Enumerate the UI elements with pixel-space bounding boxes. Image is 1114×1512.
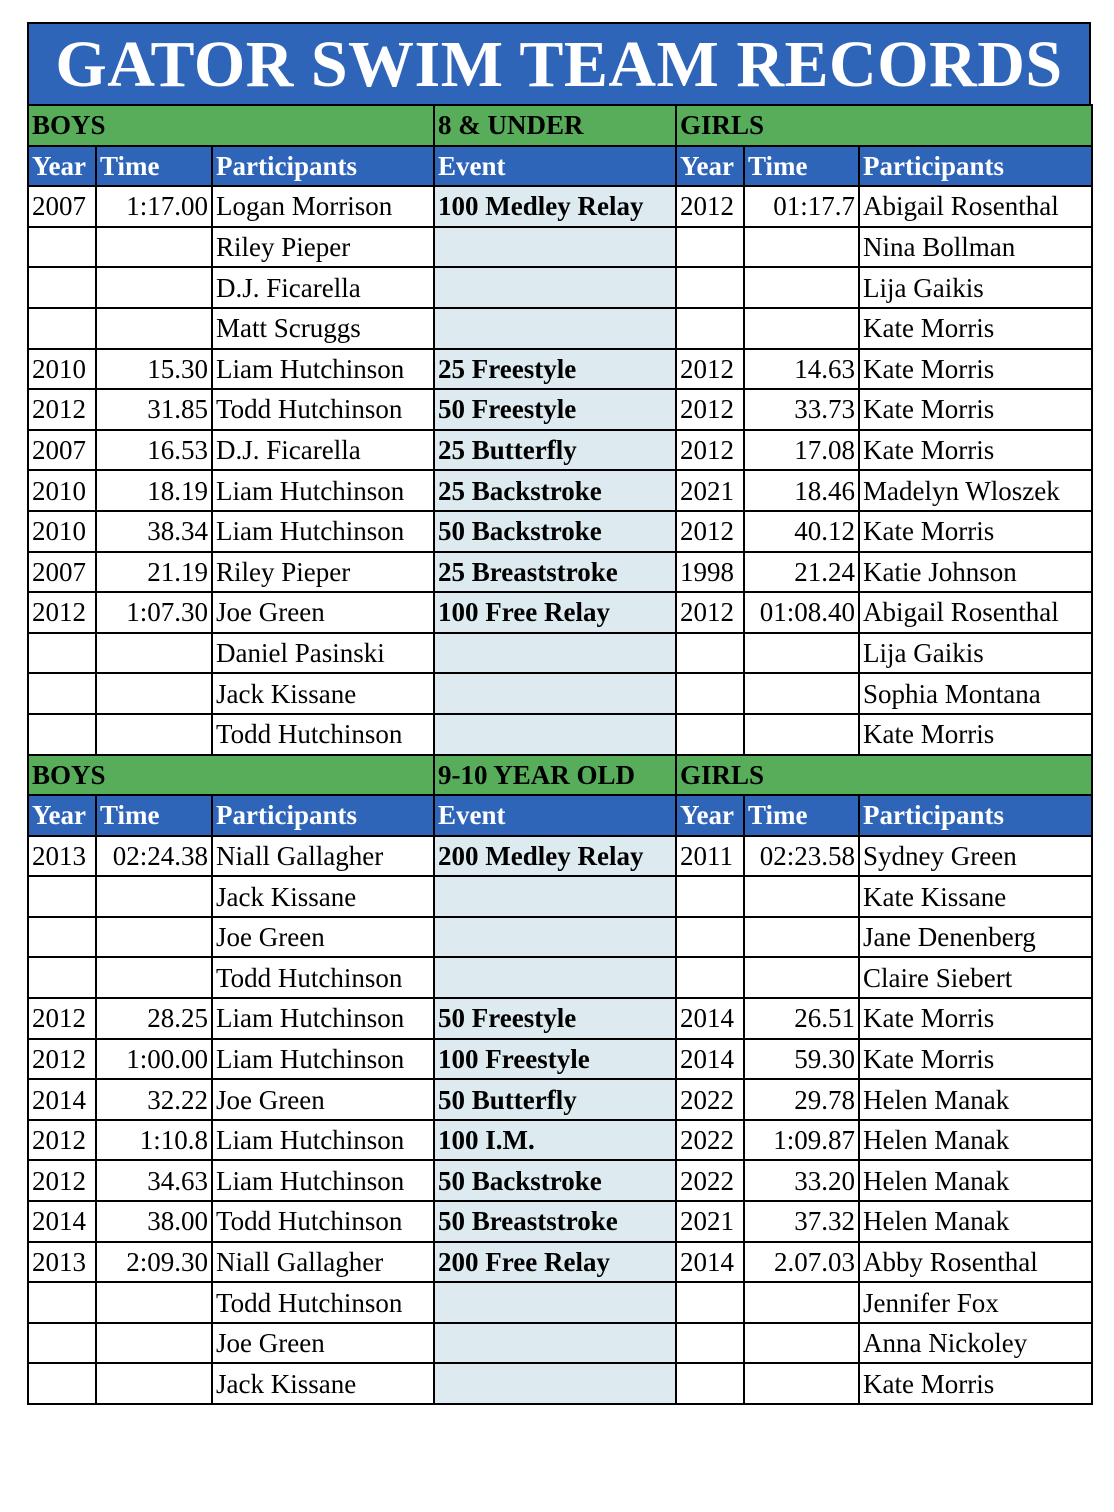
- age-group-label: 9-10 YEAR OLD: [434, 755, 676, 796]
- girls-time-cell: [744, 633, 859, 674]
- boys-year-cell: 2013: [28, 1242, 96, 1283]
- girls-label: GIRLS: [676, 755, 1092, 796]
- section-header-row: [28, 105, 1092, 146]
- girls-participant-cell: Katie Johnson: [859, 552, 1092, 593]
- boys-label: BOYS: [28, 755, 434, 796]
- girls-participant-cell: Helen Manak: [859, 1160, 1092, 1201]
- table-row: [28, 1120, 1092, 1161]
- event-cell: 25 Butterfly: [434, 430, 676, 471]
- girls-participant-cell: Kate Morris: [859, 389, 1092, 430]
- girls-participant-cell: Kate Morris: [859, 1363, 1092, 1404]
- boys-participants-header: Participants: [212, 146, 434, 187]
- table-row: [28, 1363, 1092, 1404]
- girls-time-cell: 1:09.87: [744, 1120, 859, 1161]
- boys-time-cell: [96, 1323, 212, 1364]
- boys-participant-cell: Daniel Pasinski: [212, 633, 434, 674]
- girls-time-cell: 18.46: [744, 470, 859, 511]
- boys-year-cell: 2010: [28, 470, 96, 511]
- girls-participant-cell: Helen Manak: [859, 1079, 1092, 1120]
- table-row: [28, 1039, 1092, 1080]
- boys-participant-cell: Matt Scruggs: [212, 308, 434, 349]
- girls-year-cell: 2012: [676, 389, 744, 430]
- girls-participant-cell: Sophia Montana: [859, 673, 1092, 714]
- girls-time-cell: 29.78: [744, 1079, 859, 1120]
- girls-year-cell: 2012: [676, 349, 744, 390]
- girls-year-cell: [676, 714, 744, 755]
- event-header: Event: [434, 146, 676, 187]
- boys-time-cell: [96, 308, 212, 349]
- event-cell: 50 Freestyle: [434, 389, 676, 430]
- event-cell: [434, 308, 676, 349]
- boys-year-cell: [28, 957, 96, 998]
- girls-year-cell: [676, 957, 744, 998]
- event-cell: 25 Breaststroke: [434, 552, 676, 593]
- girls-year-cell: [676, 917, 744, 958]
- boys-time-cell: 28.25: [96, 998, 212, 1039]
- girls-time-cell: 37.32: [744, 1201, 859, 1242]
- boys-year-cell: [28, 714, 96, 755]
- girls-year-cell: 2011: [676, 836, 744, 877]
- column-header-row: [28, 795, 1092, 836]
- girls-time-cell: 33.73: [744, 389, 859, 430]
- table-row: [28, 227, 1092, 268]
- boys-time-cell: 16.53: [96, 430, 212, 471]
- boys-year-cell: [28, 1363, 96, 1404]
- boys-time-cell: 1:10.8: [96, 1120, 212, 1161]
- boys-year-cell: 2012: [28, 998, 96, 1039]
- girls-time-cell: 01:17.7: [744, 186, 859, 227]
- girls-participant-cell: Kate Morris: [859, 430, 1092, 471]
- girls-year-cell: 2014: [676, 998, 744, 1039]
- boys-participant-cell: Liam Hutchinson: [212, 1039, 434, 1080]
- boys-year-cell: [28, 227, 96, 268]
- event-cell: [434, 957, 676, 998]
- boys-time-cell: 15.30: [96, 349, 212, 390]
- girls-time-cell: 33.20: [744, 1160, 859, 1201]
- boys-time-cell: [96, 714, 212, 755]
- girls-participant-cell: Lija Gaikis: [859, 633, 1092, 674]
- boys-time-cell: 1:00.00: [96, 1039, 212, 1080]
- boys-time-cell: 31.85: [96, 389, 212, 430]
- girls-year-cell: [676, 227, 744, 268]
- girls-year-cell: [676, 308, 744, 349]
- page-title: GATOR SWIM TEAM RECORDS: [27, 22, 1091, 104]
- age-group-label: 8 & UNDER: [434, 105, 676, 146]
- boys-time-cell: [96, 267, 212, 308]
- event-cell: [434, 227, 676, 268]
- table-row: [28, 836, 1092, 877]
- boys-time-cell: [96, 917, 212, 958]
- girls-participant-cell: Jane Denenberg: [859, 917, 1092, 958]
- boys-participant-cell: Niall Gallagher: [212, 1242, 434, 1283]
- event-cell: 50 Backstroke: [434, 1160, 676, 1201]
- event-cell: [434, 267, 676, 308]
- boys-time-cell: 1:07.30: [96, 592, 212, 633]
- girls-time-cell: 21.24: [744, 552, 859, 593]
- girls-participant-cell: Jennifer Fox: [859, 1282, 1092, 1323]
- boys-label: BOYS: [28, 105, 434, 146]
- table-row: [28, 186, 1092, 227]
- boys-time-cell: [96, 1282, 212, 1323]
- boys-participant-cell: Todd Hutchinson: [212, 389, 434, 430]
- boys-participants-header: Participants: [212, 795, 434, 836]
- girls-participant-cell: Kate Kissane: [859, 876, 1092, 917]
- girls-participant-cell: Abby Rosenthal: [859, 1242, 1092, 1283]
- boys-participant-cell: Todd Hutchinson: [212, 1201, 434, 1242]
- boys-time-cell: [96, 1363, 212, 1404]
- boys-participant-cell: Todd Hutchinson: [212, 957, 434, 998]
- girls-year-cell: 2022: [676, 1120, 744, 1161]
- boys-participant-cell: Liam Hutchinson: [212, 1120, 434, 1161]
- boys-time-cell: 38.34: [96, 511, 212, 552]
- boys-year-cell: [28, 876, 96, 917]
- boys-participant-cell: Logan Morrison: [212, 186, 434, 227]
- girls-time-cell: 14.63: [744, 349, 859, 390]
- boys-year-cell: 2013: [28, 836, 96, 877]
- boys-participant-cell: D.J. Ficarella: [212, 267, 434, 308]
- table-row: [28, 1282, 1092, 1323]
- boys-year-header: Year: [28, 795, 96, 836]
- girls-year-cell: [676, 633, 744, 674]
- table-row: [28, 1079, 1092, 1120]
- boys-participant-cell: Todd Hutchinson: [212, 1282, 434, 1323]
- girls-time-cell: [744, 876, 859, 917]
- girls-label: GIRLS: [676, 105, 1092, 146]
- boys-participant-cell: Joe Green: [212, 917, 434, 958]
- girls-year-cell: 2012: [676, 592, 744, 633]
- event-cell: 50 Backstroke: [434, 511, 676, 552]
- boys-time-cell: 2:09.30: [96, 1242, 212, 1283]
- girls-year-cell: 1998: [676, 552, 744, 593]
- girls-participant-cell: Helen Manak: [859, 1120, 1092, 1161]
- girls-time-cell: [744, 714, 859, 755]
- table-row: [28, 957, 1092, 998]
- event-header: Event: [434, 795, 676, 836]
- girls-time-cell: 02:23.58: [744, 836, 859, 877]
- girls-time-cell: [744, 1282, 859, 1323]
- event-cell: [434, 1282, 676, 1323]
- event-cell: [434, 876, 676, 917]
- boys-time-cell: 1:17.00: [96, 186, 212, 227]
- boys-year-cell: 2012: [28, 1160, 96, 1201]
- girls-year-header: Year: [676, 795, 744, 836]
- table-row: [28, 349, 1092, 390]
- event-cell: [434, 1323, 676, 1364]
- table-row: [28, 1242, 1092, 1283]
- boys-year-cell: 2014: [28, 1201, 96, 1242]
- boys-year-cell: 2010: [28, 511, 96, 552]
- table-row: [28, 308, 1092, 349]
- event-cell: 100 Free Relay: [434, 592, 676, 633]
- table-row: [28, 1160, 1092, 1201]
- table-row: [28, 267, 1092, 308]
- event-cell: 25 Freestyle: [434, 349, 676, 390]
- girls-participant-cell: Kate Morris: [859, 349, 1092, 390]
- boys-participant-cell: Liam Hutchinson: [212, 349, 434, 390]
- girls-time-cell: [744, 917, 859, 958]
- table-row: [28, 430, 1092, 471]
- girls-participant-cell: Kate Morris: [859, 511, 1092, 552]
- boys-year-cell: [28, 1282, 96, 1323]
- table-row: [28, 470, 1092, 511]
- event-cell: [434, 633, 676, 674]
- table-row: [28, 917, 1092, 958]
- boys-year-cell: [28, 1323, 96, 1364]
- event-cell: 25 Backstroke: [434, 470, 676, 511]
- girls-time-cell: [744, 308, 859, 349]
- boys-participant-cell: Liam Hutchinson: [212, 998, 434, 1039]
- girls-participants-header: Participants: [859, 146, 1092, 187]
- boys-year-header: Year: [28, 146, 96, 187]
- records-body: [28, 105, 1092, 1404]
- boys-participant-cell: D.J. Ficarella: [212, 430, 434, 471]
- girls-year-cell: [676, 673, 744, 714]
- records-sheet: [27, 22, 1091, 1405]
- boys-participant-cell: Joe Green: [212, 592, 434, 633]
- boys-time-cell: 32.22: [96, 1079, 212, 1120]
- boys-participant-cell: Jack Kissane: [212, 673, 434, 714]
- boys-time-cell: [96, 957, 212, 998]
- girls-year-cell: [676, 1282, 744, 1323]
- section-header-row: [28, 755, 1092, 796]
- boys-time-cell: 18.19: [96, 470, 212, 511]
- event-cell: 100 Freestyle: [434, 1039, 676, 1080]
- boys-participant-cell: Liam Hutchinson: [212, 470, 434, 511]
- girls-time-cell: 40.12: [744, 511, 859, 552]
- event-cell: 50 Butterfly: [434, 1079, 676, 1120]
- event-cell: [434, 1363, 676, 1404]
- event-cell: [434, 917, 676, 958]
- girls-participant-cell: Madelyn Wloszek: [859, 470, 1092, 511]
- girls-participant-cell: Lija Gaikis: [859, 267, 1092, 308]
- boys-time-cell: 38.00: [96, 1201, 212, 1242]
- boys-participant-cell: Niall Gallagher: [212, 836, 434, 877]
- girls-year-cell: 2022: [676, 1160, 744, 1201]
- boys-year-cell: [28, 917, 96, 958]
- boys-year-cell: 2007: [28, 552, 96, 593]
- records-table: [27, 104, 1093, 1405]
- girls-year-cell: 2012: [676, 430, 744, 471]
- girls-year-cell: 2021: [676, 470, 744, 511]
- girls-year-cell: [676, 876, 744, 917]
- table-row: [28, 714, 1092, 755]
- boys-year-cell: 2007: [28, 186, 96, 227]
- girls-time-header: Time: [744, 795, 859, 836]
- girls-participant-cell: Abigail Rosenthal: [859, 186, 1092, 227]
- boys-time-cell: 02:24.38: [96, 836, 212, 877]
- girls-participant-cell: Sydney Green: [859, 836, 1092, 877]
- event-cell: 50 Breaststroke: [434, 1201, 676, 1242]
- boys-year-cell: 2014: [28, 1079, 96, 1120]
- girls-time-cell: 2.07.03: [744, 1242, 859, 1283]
- girls-participant-cell: Helen Manak: [859, 1201, 1092, 1242]
- boys-participant-cell: Riley Pieper: [212, 552, 434, 593]
- table-row: [28, 511, 1092, 552]
- boys-participant-cell: Liam Hutchinson: [212, 1160, 434, 1201]
- boys-time-header: Time: [96, 146, 212, 187]
- boys-time-header: Time: [96, 795, 212, 836]
- girls-year-cell: [676, 267, 744, 308]
- table-row: [28, 552, 1092, 593]
- girls-time-header: Time: [744, 146, 859, 187]
- boys-year-cell: [28, 308, 96, 349]
- girls-time-cell: [744, 1323, 859, 1364]
- girls-time-cell: 26.51: [744, 998, 859, 1039]
- boys-participant-cell: Joe Green: [212, 1323, 434, 1364]
- girls-year-cell: 2014: [676, 1242, 744, 1283]
- boys-time-cell: [96, 673, 212, 714]
- boys-year-cell: [28, 633, 96, 674]
- girls-participant-cell: Anna Nickoley: [859, 1323, 1092, 1364]
- boys-time-cell: [96, 227, 212, 268]
- boys-time-cell: [96, 876, 212, 917]
- girls-year-cell: 2012: [676, 186, 744, 227]
- girls-participant-cell: Kate Morris: [859, 714, 1092, 755]
- girls-participant-cell: Abigail Rosenthal: [859, 592, 1092, 633]
- girls-time-cell: [744, 673, 859, 714]
- boys-participant-cell: Joe Green: [212, 1079, 434, 1120]
- boys-year-cell: 2007: [28, 430, 96, 471]
- boys-participant-cell: Liam Hutchinson: [212, 511, 434, 552]
- boys-participant-cell: Jack Kissane: [212, 876, 434, 917]
- girls-year-cell: 2022: [676, 1079, 744, 1120]
- event-cell: [434, 673, 676, 714]
- event-cell: 50 Freestyle: [434, 998, 676, 1039]
- girls-time-cell: [744, 1363, 859, 1404]
- column-header-row: [28, 146, 1092, 187]
- table-row: [28, 998, 1092, 1039]
- event-cell: 100 Medley Relay: [434, 186, 676, 227]
- table-row: [28, 633, 1092, 674]
- event-cell: 200 Free Relay: [434, 1242, 676, 1283]
- girls-participant-cell: Kate Morris: [859, 308, 1092, 349]
- boys-time-cell: [96, 633, 212, 674]
- boys-year-cell: [28, 267, 96, 308]
- table-row: [28, 1201, 1092, 1242]
- girls-participant-cell: Claire Siebert: [859, 957, 1092, 998]
- girls-time-cell: [744, 957, 859, 998]
- girls-participant-cell: Kate Morris: [859, 1039, 1092, 1080]
- girls-year-cell: 2014: [676, 1039, 744, 1080]
- girls-participant-cell: Kate Morris: [859, 998, 1092, 1039]
- girls-year-cell: [676, 1323, 744, 1364]
- event-cell: 200 Medley Relay: [434, 836, 676, 877]
- boys-time-cell: 34.63: [96, 1160, 212, 1201]
- boys-year-cell: [28, 673, 96, 714]
- girls-participants-header: Participants: [859, 795, 1092, 836]
- boys-participant-cell: Riley Pieper: [212, 227, 434, 268]
- girls-time-cell: 59.30: [744, 1039, 859, 1080]
- girls-year-cell: 2021: [676, 1201, 744, 1242]
- boys-time-cell: 21.19: [96, 552, 212, 593]
- girls-year-cell: 2012: [676, 511, 744, 552]
- boys-year-cell: 2012: [28, 592, 96, 633]
- girls-time-cell: [744, 267, 859, 308]
- event-cell: 100 I.M.: [434, 1120, 676, 1161]
- boys-year-cell: 2012: [28, 1039, 96, 1080]
- girls-year-cell: [676, 1363, 744, 1404]
- girls-time-cell: 01:08.40: [744, 592, 859, 633]
- girls-participant-cell: Nina Bollman: [859, 227, 1092, 268]
- girls-time-cell: 17.08: [744, 430, 859, 471]
- event-cell: [434, 714, 676, 755]
- boys-year-cell: 2010: [28, 349, 96, 390]
- boys-year-cell: 2012: [28, 1120, 96, 1161]
- boys-participant-cell: Jack Kissane: [212, 1363, 434, 1404]
- boys-year-cell: 2012: [28, 389, 96, 430]
- table-row: [28, 592, 1092, 633]
- table-row: [28, 876, 1092, 917]
- table-row: [28, 673, 1092, 714]
- girls-time-cell: [744, 227, 859, 268]
- table-row: [28, 389, 1092, 430]
- boys-participant-cell: Todd Hutchinson: [212, 714, 434, 755]
- table-row: [28, 1323, 1092, 1364]
- girls-year-header: Year: [676, 146, 744, 187]
